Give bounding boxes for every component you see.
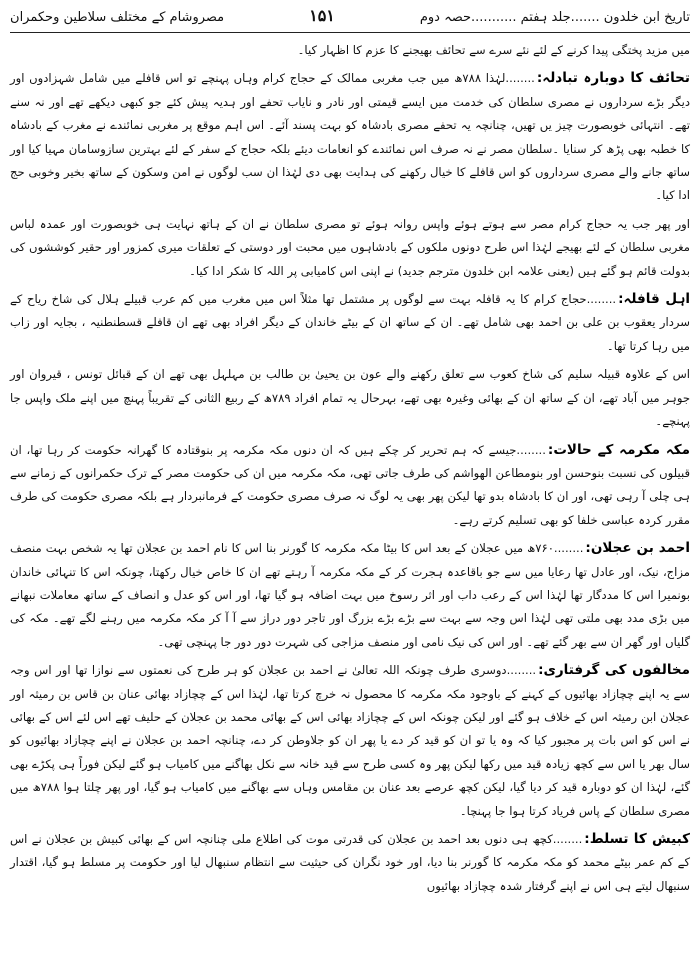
section-heading: تحائف کا دوبارہ تبادلہ : — [535, 70, 690, 86]
page-number: ۱۵۱ — [309, 6, 335, 25]
running-header — [10, 6, 690, 33]
paragraph-text: ........کچھ ہی دنوں بعد احمد بن عجلان کی قدرتی موت کی اطلاع ملی چنانچہ اس کے بھائی کبیش بن عجلان نے اس کے کم عمر بیٹے محمد کو مکہ مکرمہ کا گورنر بنا دیا، اور خود نگران کی حیثیت سے انتظام سنبھال لیا اور حکومت پر مسلط ہو گیا، اقتدار سنبھال لیتے ہی اس نے اپنے گرفتار شدہ چچازاد بھائیوں — [10, 832, 690, 893]
paragraph-text: ........لہٰذا ۷۸۸ھ میں جب مغربی ممالک کے حجاج کرام وہاں پہنچے تو اس قافلے میں شامل شہزادوں اور دیگر بڑے سرداروں نے مصری سلطان کی خدمت میں ایسے قیمتی اور نادر و نایاب تحفے اور ہدیہ پیش کئے جو کبھی دیکھے تھے اور نہ سنے تھے۔ انتہائی خوبصورت چیز یں تھیں، چنانچہ یہ تحفے مصری بادشاہ کو بہت پسند آئے۔ اس اہم موقع پر مغربی نمائندے نے مغرب کے بادشاہ کا خطبہ بھی پڑھ کر سنایا ۔سلطان مصر نے نہ صرف اس نمائندے کو انعامات دیئے بلکہ حجاج کے سفر کے لئے بہترین سازوسامان مہیا کیا اور ساتھ جانے والے مصری سرداروں کو اس قافلے کا خیال رکھنے کی ہدایت بھی دی لہٰذا ان سب لوگوں نے امن وسکون کے ساتھ بخیر وخوبی حج ادا کیا۔ — [10, 71, 690, 203]
section-heading: احمد بن عجلان : — [583, 540, 690, 556]
paragraph-caravan-members — [10, 288, 690, 358]
paragraph-text: میں مزید پختگی پیدا کرنے کے لئے نئے سرے سے تحائف بھیجنے کا عزم کا اظہار کیا۔ — [297, 43, 690, 57]
section-heading: اہل قافلہ : — [616, 291, 690, 307]
section-heading: کبیش کا تسلط : — [582, 831, 690, 847]
paragraph-text: ........حجاج کرام کا یہ قافلہ بہت سے لوگوں پر مشتمل تھا مثلاً اس میں مغرب میں کم عرب قبیلے ہلال کی شاخ ریاح کے سردار یعقوب بن علی بن احمد بھی شامل تھے۔ ان کے ساتھ ان کے بیٹے خاندان کے دیگر افراد بھی تھے ان قافلے قسطنطنیہ ، بجایہ اور زاب میں رہا کرتا تھا۔ — [10, 292, 690, 353]
paragraph-banu-sulaym — [10, 363, 690, 433]
section-heading: مخالفوں کی گرفتاری : — [536, 662, 690, 678]
paragraph-makkah-conditions — [10, 439, 690, 533]
section-heading: مکہ مکرمہ کے حالات : — [546, 442, 690, 458]
paragraph-kubaysh — [10, 828, 690, 898]
paragraph-text: ........دوسری طرف چونکہ اللہ تعالیٰ نے احمد بن عجلان کو ہر طرح کی نعمتوں سے نوازا تھا اور اس وجہ سے یہ اپنے چچازاد بھائیوں کے کہنے کے باوجود مکہ مکرمہ کا محصول نہ خرچ کرتا تھا، لہٰذا اس کے چچازاد بھائی عنان بن قاس بن رمیثہ اور عجلان ابن رمیثہ اس کے خلاف ہو گئے اور لیکن چونکہ اس کے چچازاد بھائی اس کے بھائی محمد بن عجلان کے حلیف تھے اس لئے اس کے بھائی نے اس کو اس بات پر مجبور کیا کہ وہ یا تو ان کو قید کر دے یا پھر ان کو جلاوطن کر دے، چنانچہ احمد بن عجلان نے اپنے چچازاد بھائیوں کو سال بھر یا اس سے کچھ زیادہ قید میں رکھا لیکن پھر وہ کسی طرح سے قید خانہ سے نکل بھاگنے میں کامیاب ہو گئے لیکن فوراً ہی پکڑے بھی گئے، لہٰذا ان کو دوبارہ قید کر دیا گیا، لیکن کچھ عرصے بعد عنان بن مقامس وہاں سے بھاگنے میں کامیاب ہو گیا، اور پھر چلتا ہوا ۷۸۸ھ میں مصری سلطان کے پاس فریاد کرتا ہوا جا پہنچا۔ — [10, 663, 691, 818]
header-book-title: تاریخ ابن خلدون .......جلد ہفتم ...........حصہ دوم — [419, 10, 690, 25]
paragraph-text: اور پھر جب یہ حجاج کرام مصر سے ہوتے ہوئے واپس روانہ ہوئے تو مصری سلطان نے ان کے ہاتھ نہایت ہی خوبصورت اور عمدہ لباس مغربی سلطان کے لئے بھیجے لہٰذا اس طرح دونوں ملکوں کے بادشاہوں میں محبت اور دوستی کے تعلقات میری کمزور اور حقیر کوششوں کی بدولت قائم ہو گئے ہیں (یعنی علامہ ابن خلدون مترجم جدید) نے اپنی اس کامیابی پر اللہ کا شکر ادا کیا۔ — [10, 216, 690, 278]
paragraph-intro — [10, 39, 690, 62]
header-chapter-title: مصروشام کے مختلف سلاطین وحکمران — [10, 10, 225, 25]
paragraph-opponents-arrest — [10, 659, 690, 823]
paragraph-text: اس کے علاوہ قبیلہ سلیم کی شاخ کعوب سے تعلق رکھنے والے عون بن یحییٰ بن طالب بن مہلہل بھی تھے ان کے قبائل تونس ، قیروان اور جوہر میں آباد تھے، ان کے ساتھ ان کے بھائی وغیرہ بھی تھے، بہرحال یہ تمام افراد ۷۸۹ھ کے ربیع الثانی کے تقریباً پہنچ میں اپنے ملک واپس جا پہنچے۔ — [10, 367, 690, 429]
paragraph-return — [10, 213, 690, 283]
paragraph-ahmad-ibn-ajlan — [10, 537, 690, 654]
paragraph-text: ........۷۶۰ھ میں عجلان کے بعد اس کا بیٹا مکہ مکرمہ کا گورنر بنا اس کا نام احمد بن عجلان تھا یہ شخص بہت منصف مزاج، نیک، اور عادل تھا رعایا میں سے جو باقاعدہ ہجرت کر کے مکہ مکرمہ آ رہتے تھے ان کا خاص خیال رکھتا، چونکہ اس کا تنہائی خاندان بونمیرا اس کا مددگار تھا لہٰذا اس کے رعب داب اور اثر رسوخ میں بہت اضافہ ہو گیا تھا، اور اس کو عدل و انصاف کے ساتھ معاملات نبھانے میں بڑی مدد بھی ملتی تھی لہٰذا اس وجہ سے بہت سے بڑے بڑے بزرگ اور تاجر دور دراز سے آ آ کر مکہ مکرمہ میں رہنے لگے تھے۔ مکہ کی گلیاں اور گھر ان سے بھر گئے تھے۔ اور اس کی نیک نامی اور منصف مزاجی کی شہرت دور دور جا پہنچی تھی۔ — [10, 541, 690, 649]
paragraph-gifts-exchange — [10, 67, 690, 207]
paragraph-text: ........جیسے کہ ہم تحریر کر چکے ہیں کہ ان دنوں مکہ مکرمہ پر بنوقتادہ کا گھرانہ حکومت کر رہا تھا، ان قبیلوں کی نسبت بنوحسن اور بنومطاعن الھواشم کی طرف جاتی تھی، مکہ مکرمہ میں ان کی حکومت مصر کے ترک حکمرانوں کے زمانے سے ہی چلی آ رہی تھی، اور ان کا بادشاہ بدو تھا لیکن پھر بھی یہ لوگ نہ صرف مصری حکومت کے فرمانبردار ہے بلکہ مصری حکومت کی طرف مقرر کردہ عباسی خلفا کو بھی تسلیم کرتے رہے۔ — [10, 442, 690, 527]
